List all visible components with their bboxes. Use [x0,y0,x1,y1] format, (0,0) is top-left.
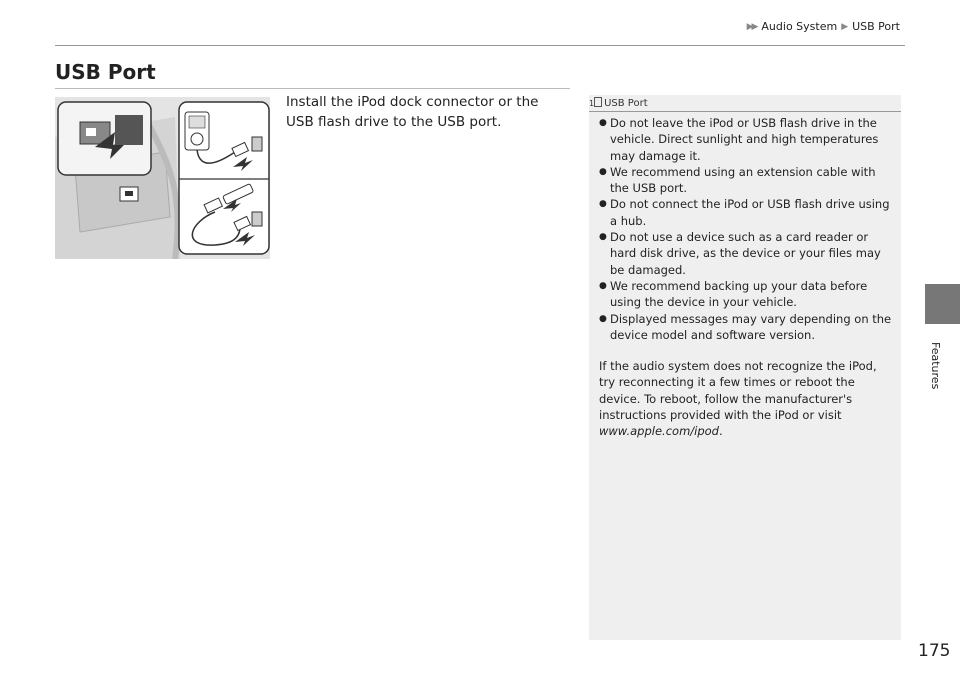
usb-port-illustration-svg [55,97,270,259]
breadcrumb-separator-icon: ▶ [841,21,849,32]
page-number: 175 [918,641,951,661]
note-item: ● We recommend using an extension cable with the USB port. [599,164,894,197]
note-item: ● Displayed messages may vary depending on the device model and software version. [599,311,894,344]
note-item: ● Do not leave the iPod or USB flash drive in the vehicle. Direct sunlight and high temperatures may damage it. [599,115,894,164]
apple-ipod-link[interactable]: www.apple.com/ipod [599,424,719,439]
usb-port-illustration [55,97,270,259]
breadcrumb-item[interactable]: USB Port [852,20,900,33]
breadcrumb [747,20,900,33]
tip-paragraph [599,358,894,439]
reference-icon [594,97,602,107]
breadcrumb-arrow-icon: ▶▶ [746,21,757,32]
top-rule [55,45,905,46]
sidebar-heading-label: USB Port [604,98,648,109]
notes-sidebar [589,95,901,640]
note-item: ● Do not use a device such as a card reader or hard disk drive, as the device or your files may be damaged. [599,229,894,278]
notes-list [599,115,894,343]
note-item: ● We recommend backing up your data before using the device in your vehicle. [599,278,894,311]
section-tab-label: Features [929,342,942,390]
section-tab-marker [925,284,960,324]
tip-text: If the audio system does not recognize the iPod, try reconnecting it a few times or reboot the device. To reboot, follow the manufacturer's instructions provided with the iPod or visit [599,359,877,422]
title-rule [55,88,570,89]
sidebar-heading [589,97,901,112]
tip-end: . [718,424,723,439]
breadcrumb-item[interactable]: Audio System [761,20,838,33]
note-item: ● Do not connect the iPod or USB flash drive using a hub. [599,196,894,229]
page-title: USB Port [55,60,156,84]
reference-number: 1 [589,99,595,108]
intro-paragraph: Install the iPod dock connector or the USB flash drive to the USB port. [286,94,539,130]
